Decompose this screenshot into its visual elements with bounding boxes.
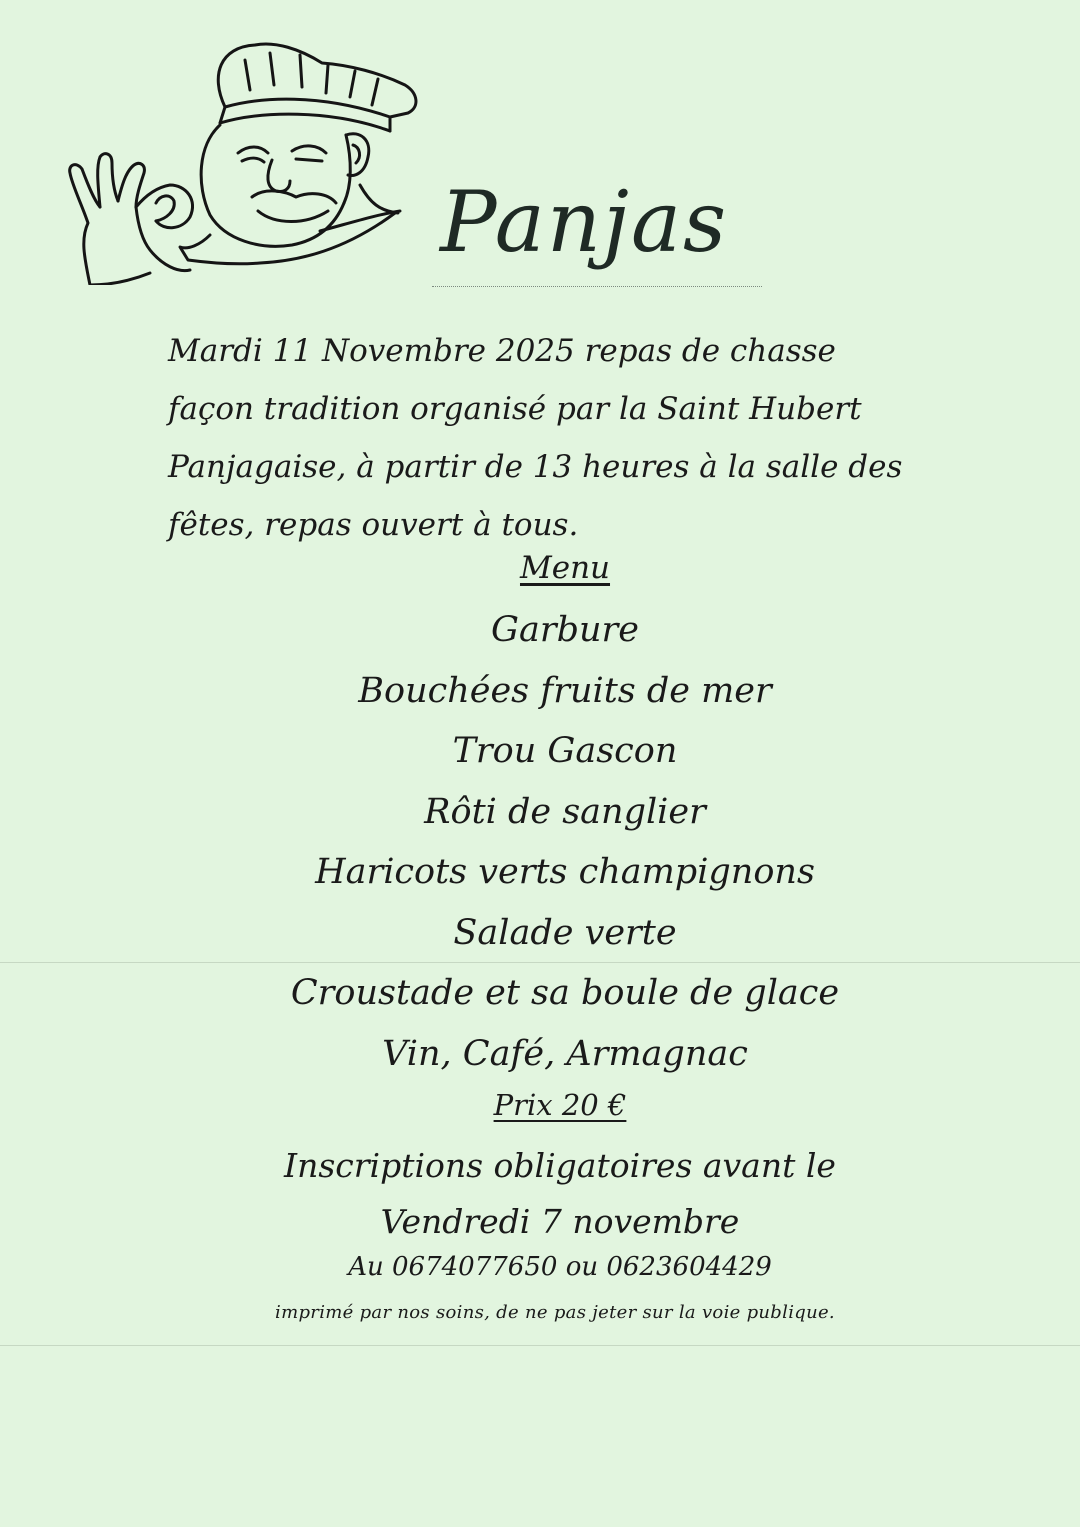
menu-heading: Menu	[519, 550, 611, 586]
chef-icon	[60, 35, 420, 285]
menu-item: Haricots verts champignons	[315, 852, 815, 892]
fold-line-bottom	[0, 1345, 1080, 1346]
registration-line: Inscriptions obligatoires avant le	[284, 1146, 836, 1185]
intro-line: Panjagaise, à partir de 13 heures à la salle des	[168, 449, 903, 485]
intro-paragraph	[168, 322, 968, 554]
title-underline	[432, 286, 762, 288]
menu-item: Trou Gascon	[452, 731, 678, 771]
menu-item: Croustade et sa boule de glace	[290, 973, 840, 1013]
phone-numbers: Au 0674077650 ou 0623604429	[348, 1252, 772, 1282]
menu-item: Salade verte	[453, 912, 677, 953]
registration-deadline: Vendredi 7 novembre	[380, 1202, 740, 1241]
intro-line: fêtes, repas ouvert à tous.	[168, 507, 579, 543]
menu-list	[0, 600, 1080, 1084]
intro-line: façon tradition organisé par la Saint Hubert	[168, 391, 862, 427]
page-title: Panjas	[440, 173, 729, 271]
footer-note: imprimé par nos soins, de ne pas jeter sur la voie publique.	[275, 1302, 835, 1323]
menu-item: Vin, Café, Armagnac	[382, 1033, 748, 1074]
menu-item: Bouchées fruits de mer	[358, 670, 772, 711]
intro-line: Mardi 11 Novembre 2025 repas de chasse	[168, 333, 836, 369]
registration-notice	[0, 1138, 1080, 1250]
menu-item: Rôti de sanglier	[424, 791, 706, 832]
menu-item: Garbure	[491, 610, 639, 650]
price: Prix 20 €	[493, 1088, 627, 1122]
